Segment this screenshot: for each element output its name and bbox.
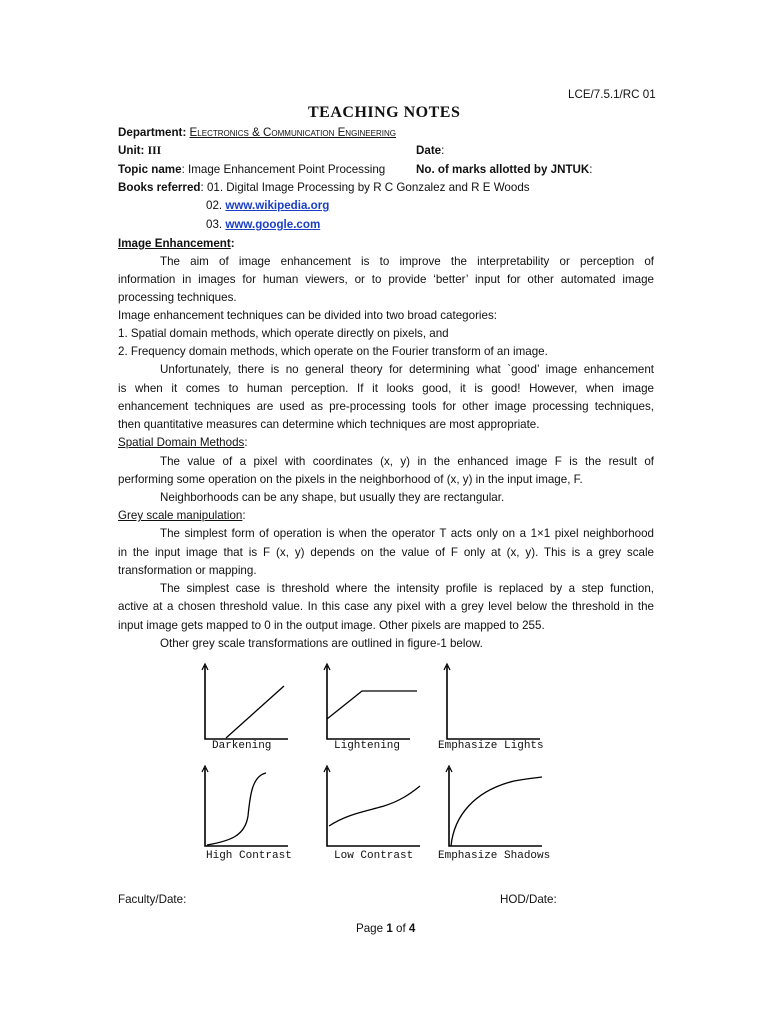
paragraph-line: processing techniques. [118,291,237,304]
paragraph-line: in the input image that is F (x, y) depends on the value of F only at (x, y). This is a grey scale [118,546,654,559]
graph-label-high-contrast: High Contrast [206,850,292,862]
faculty-date: Faculty/Date: [118,893,187,906]
book-2-row [206,197,329,215]
department-label: Department [118,126,183,139]
document-ref: LCE/7.5.1/RC 01 [568,88,656,101]
grey-scale-heading: Grey scale manipulation: [118,509,246,522]
date-label: Date [416,144,442,157]
page-title: TEACHING NOTES [308,104,461,121]
image-enhancement-heading: Image Enhancement: [118,237,235,250]
paragraph-line: information in images for human viewers, or to provide ‘better’ input for other automated image [118,273,654,286]
google-link[interactable]: www.google.com [225,218,321,231]
book-2-num: 02. [206,199,223,212]
paragraph-line: 1. Spatial domain methods, which operate directly on pixels, and [118,327,449,340]
paragraph-line: transformation or mapping. [118,564,257,577]
paragraph-line: Image enhancement techniques can be divided into two broad categories: [118,309,497,322]
department-row: Department: Electronics & Communication Engineering [118,126,396,139]
paragraph-line: The simplest form of operation is when the operator T acts only on a 1×1 pixel neighborhood [160,527,654,540]
graph-high-contrast [200,766,290,850]
paragraph-line: is when it comes to human perception. If it looks good, it is good! However, when image [118,382,654,395]
book-3-row [206,216,320,234]
book-3-num: 03. [206,218,223,231]
unit-row [118,142,161,160]
book-1: 01. Digital Image Processing by R C Gonzalez and R E Woods [206,181,530,194]
marks-label: No. of marks allotted by JNTUK [416,163,590,176]
graph-lightening [322,664,422,744]
paragraph-line: Neighborhoods can be any shape, but usually they are rectangular. [160,491,505,504]
paragraph-line: performing some operation on the pixels in the neighborhood of (x, y) in the input image, F. [118,473,583,486]
graph-low-contrast [322,766,422,850]
graph-emphasize-shadows [444,766,544,850]
graph-label-lightening: Lightening [334,740,401,752]
paragraph-line: then quantitative measures can determine which techniques are most appropriate. [118,418,540,431]
graph-label-emphasize-lights: Emphasize Lights [438,740,544,752]
unit-value: III [147,144,162,157]
topic-value: Image Enhancement Point Processing [188,163,386,176]
books-label: Books referred [118,181,201,194]
graph-emphasize-lights [442,664,542,744]
marks-row: No. of marks allotted by JNTUK: [416,163,593,176]
topic-row: Topic name: Image Enhancement Point Processing [118,163,386,176]
paragraph-line: The value of a pixel with coordinates (x, y) in the enhanced image F is the result of [160,455,654,468]
graph-darkening [200,664,290,744]
paragraph-line: 2. Frequency domain methods, which operate on the Fourier transform of an image. [118,345,548,358]
date-row: Date: [416,144,445,157]
department-value: Electronics & Communication Engineering [189,126,396,139]
unit-label: Unit: [118,144,145,157]
graph-label-darkening: Darkening [212,740,272,752]
spatial-domain-heading: Spatial Domain Methods: [118,436,248,449]
graph-label-low-contrast: Low Contrast [334,850,414,862]
paragraph-line: The aim of image enhancement is to improve the interpretability or perception of [160,255,654,268]
topic-label: Topic name [118,163,182,176]
wikipedia-link[interactable]: www.wikipedia.org [225,199,330,212]
paragraph-line: input image gets mapped to 0 in the output image. Other pixels are mapped to 255. [118,619,545,632]
graph-label-emphasize-shadows: Emphasize Shadows [438,850,551,862]
paragraph-line: active at a chosen threshold value. In this case any pixel with a grey level below the threshold in the [118,600,654,613]
paragraph-line: enhancement techniques are used as pre-processing tools for other image processing techniques, [118,400,654,413]
page-number: Page 1 of 4 [356,922,416,935]
paragraph-line: Unfortunately, there is no general theory for determining what `good’ image enhancement [160,363,654,376]
hod-date: HOD/Date: [500,893,557,906]
paragraph-line: Other grey scale transformations are outlined in figure-1 below. [160,637,483,650]
books-row: Books referred: 01. Digital Image Processing by R C Gonzalez and R E Woods [118,181,530,194]
paragraph-line: The simplest case is threshold where the intensity profile is replaced by a step function, [160,582,654,595]
